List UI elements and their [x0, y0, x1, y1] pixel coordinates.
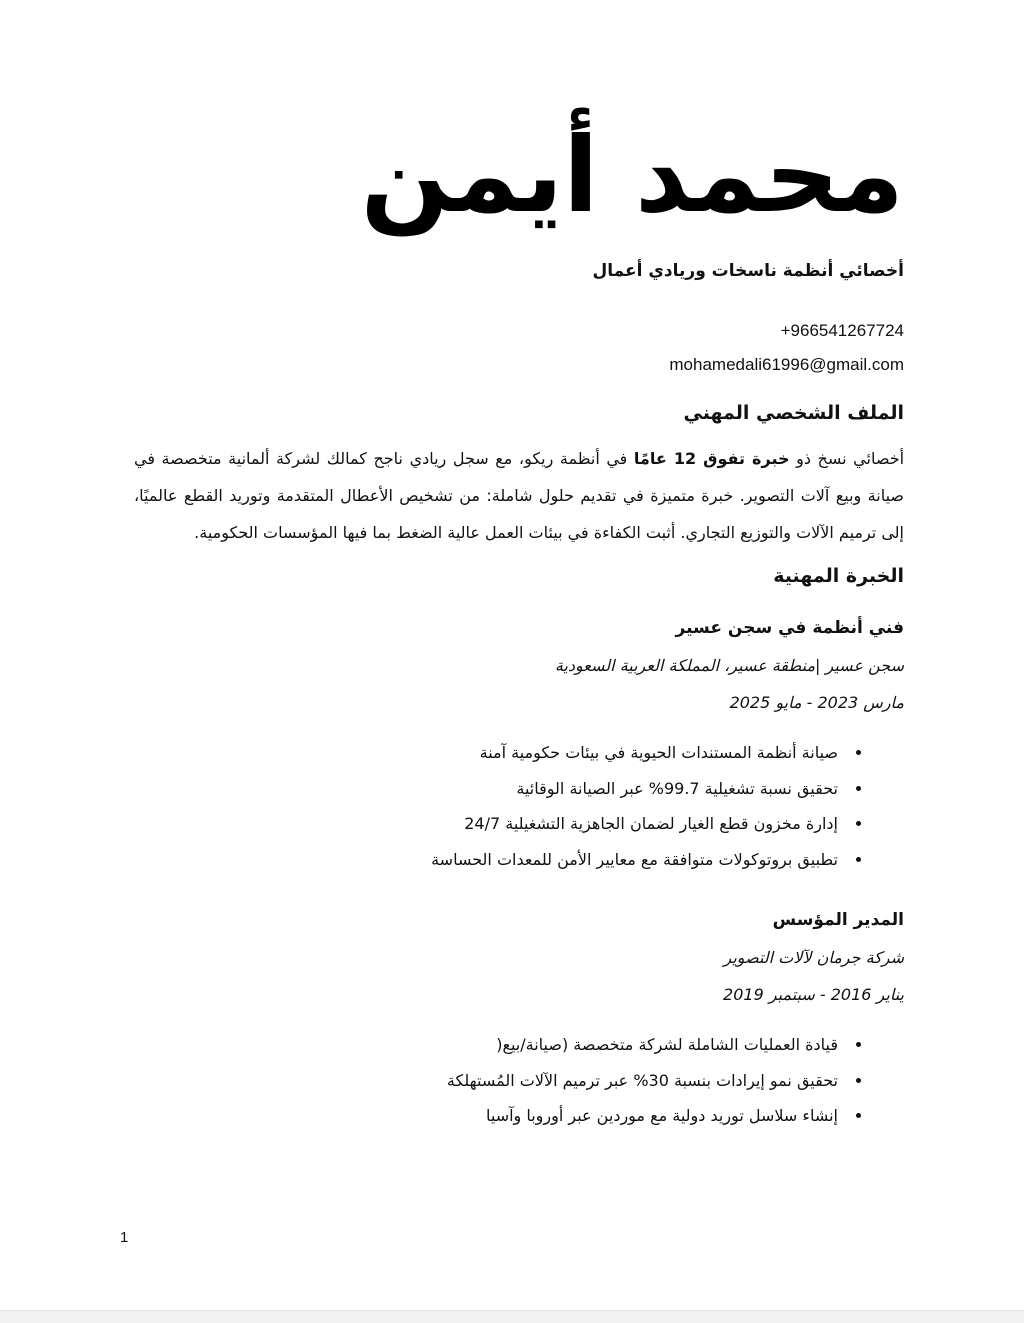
job-bullet: • تطبيق بروتوكولات متوافقة مع معايير الأمن للمعدات الحساسة — [134, 842, 844, 878]
contact-email: mohamedali61996@gmail.com — [669, 355, 904, 374]
experience-entry — [134, 905, 904, 1134]
resume-content — [134, 100, 904, 1134]
job-dates: يناير 2016 - سبتمبر 2019 — [723, 985, 904, 1004]
summary-heading: الملف الشخصي المهني — [683, 402, 904, 424]
job-role: فني أنظمة في سجن عسير — [675, 618, 904, 638]
summary-paragraph — [134, 440, 904, 551]
job-bullet-list — [134, 735, 904, 877]
job-role: المدير المؤسس — [772, 910, 904, 930]
job-bullet: • إدارة مخزون قطع الغيار لضمان الجاهزية التشغيلية 24/7 — [134, 806, 844, 842]
page-bottom-edge — [0, 1310, 1024, 1323]
summary-text-after: في أنظمة ريكو، مع سجل ريادي ناجح كمالك لشركة ألمانية متخصصة في صيانة وبيع آلات التصوير. خبرة متميزة في تقديم حلول شاملة: من تشخيص الأعطال المتقدمة وتوريد القطع عالميًا، إلى ترميم الآلات والتوزيع التجاري. أثبت الكفاءة في بيئات العمل عالية الضغط بما فيها المؤسسات الحكومية. — [134, 449, 904, 542]
candidate-job-title: أخصائي أنظمة ناسخات وريادي أعمال — [592, 261, 904, 281]
page-number: 1 — [120, 1229, 129, 1246]
experience-heading: الخبرة المهنية — [773, 565, 904, 587]
job-bullet: • صيانة أنظمة المستندات الحيوية في بيئات حكومية آمنة — [134, 735, 844, 771]
job-bullet-list — [134, 1027, 904, 1134]
summary-text-bold: خبرة تفوق 12 عامًا — [633, 449, 790, 468]
job-organization: شركة جرمان لآلات التصوير — [723, 948, 904, 967]
contact-phone: +966541267724 — [780, 321, 904, 340]
job-bullet: • قيادة العمليات الشاملة لشركة متخصصة (صيانة/بيع( — [134, 1027, 844, 1063]
job-dates: مارس 2023 - مايو 2025 — [729, 693, 904, 712]
job-organization: سجن عسير |منطقة عسير، المملكة العربية السعودية — [554, 656, 904, 675]
candidate-name: محمد أيمن — [360, 114, 904, 236]
summary-text-before: أخصائي نسخ ذو — [796, 449, 905, 468]
job-bullet: • تحقيق نسبة تشغيلية 99.7% عبر الصيانة الوقائية — [134, 771, 844, 807]
experience-entry — [134, 613, 904, 877]
job-bullet: • تحقيق نمو إيرادات بنسبة 30% عبر ترميم الآلات المُستهلكة — [134, 1063, 844, 1099]
job-bullet: • إنشاء سلاسل توريد دولية مع موردين عبر أوروبا وآسيا — [134, 1098, 844, 1134]
